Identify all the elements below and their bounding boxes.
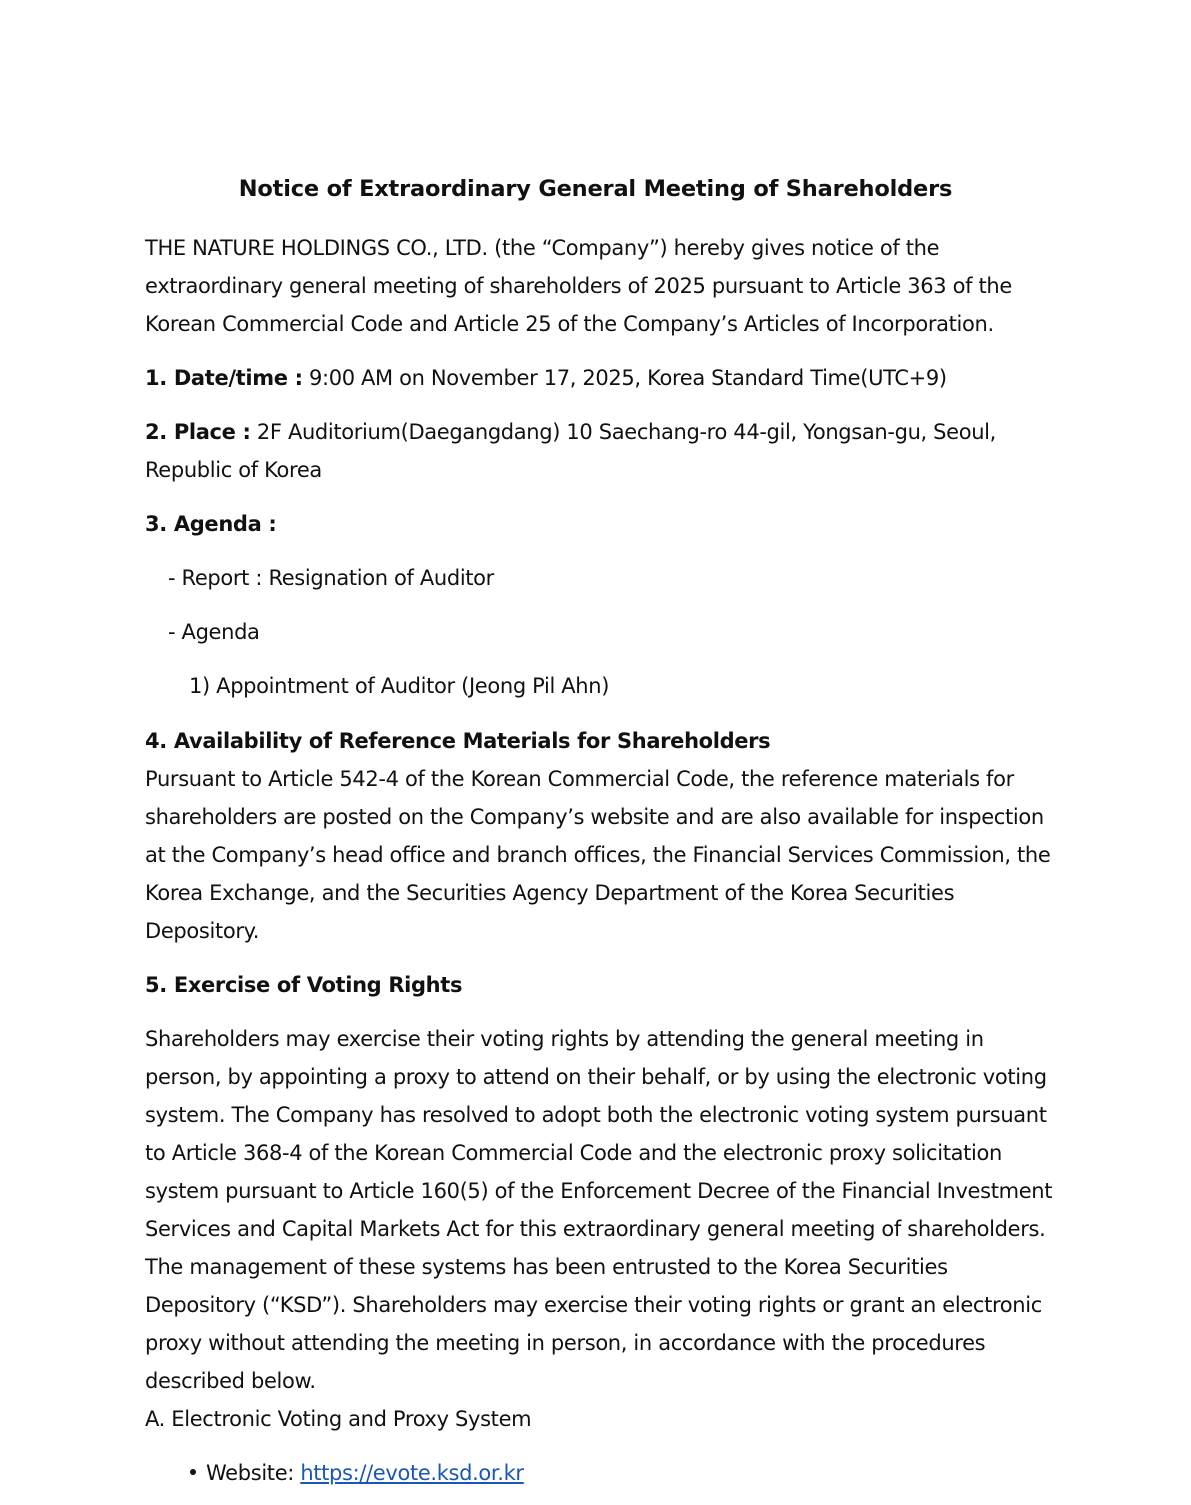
section-agenda-label: 3. Agenda : — [145, 512, 277, 536]
agenda-agenda-item: - Agenda — [168, 620, 260, 644]
section-reference-materials-heading: 4. Availability of Reference Materials for Shareholders — [145, 729, 771, 753]
section-place — [145, 413, 1055, 489]
intro-paragraph: THE NATURE HOLDINGS CO., LTD. (the “Company”) hereby gives notice of the extraordinary general meeting of shareholders of 2025 pursuant to Article 363 of the Korean Commercial Code and Article 25 of the Company’s Articles of Incorporation. — [145, 236, 1012, 336]
agenda-item-1: 1) Appointment of Auditor (Jeong Pil Ahn) — [189, 674, 610, 698]
section-place-value: 2F Auditorium(Daegangdang) 10 Saechang-ro 44-gil, Yongsan-gu, Seoul, Republic of Korea — [145, 420, 996, 482]
section-voting-rights-heading: 5. Exercise of Voting Rights — [145, 973, 463, 997]
section-date-time-value: 9:00 AM on November 17, 2025, Korea Standard Time(UTC+9) — [308, 366, 947, 390]
website-list-item — [190, 1454, 1100, 1492]
website-label: Website: — [206, 1461, 294, 1485]
section-date-time — [145, 359, 1055, 397]
evote-website-link[interactable]: https://evote.ksd.or.kr — [300, 1461, 524, 1485]
document-title: Notice of Extraordinary General Meeting of Shareholders — [238, 176, 953, 202]
section-reference-materials-text: Pursuant to Article 542-4 of the Korean Commercial Code, the reference materials for shareholders are posted on the Company’s website and are also available for inspection at the Company’s head office and branch offices, the Financial Services Commission, the Korea Exchange, and the Securities Agency Department of the Korea Securities Depository. — [145, 767, 1051, 943]
section-place-label: 2. Place : — [145, 420, 251, 444]
subsection-electronic-voting-heading: A. Electronic Voting and Proxy System — [145, 1407, 532, 1431]
bullet-icon — [190, 1469, 196, 1475]
section-voting-rights-text: Shareholders may exercise their voting rights by attending the general meeting in person, by appointing a proxy to attend on their behalf, or by using the electronic voting system. The Company has resolved to adopt both the electronic voting system pursuant to Article 368-4 of the Korean Commercial Code and the electronic proxy solicitation system pursuant to Article 160(5) of the Enforcement Decree of the Financial Investment Services and Capital Markets Act for this extraordinary general meeting of shareholders. The management of these systems has been entrusted to the Korea Securities Depository (“KSD”). Shareholders may exercise their voting rights or grant an electronic proxy without attending the meeting in person, in accordance with the procedures described below. — [145, 1027, 1053, 1393]
agenda-report-item: - Report : Resignation of Auditor — [168, 566, 494, 590]
section-date-time-label: 1. Date/time : — [145, 366, 303, 390]
